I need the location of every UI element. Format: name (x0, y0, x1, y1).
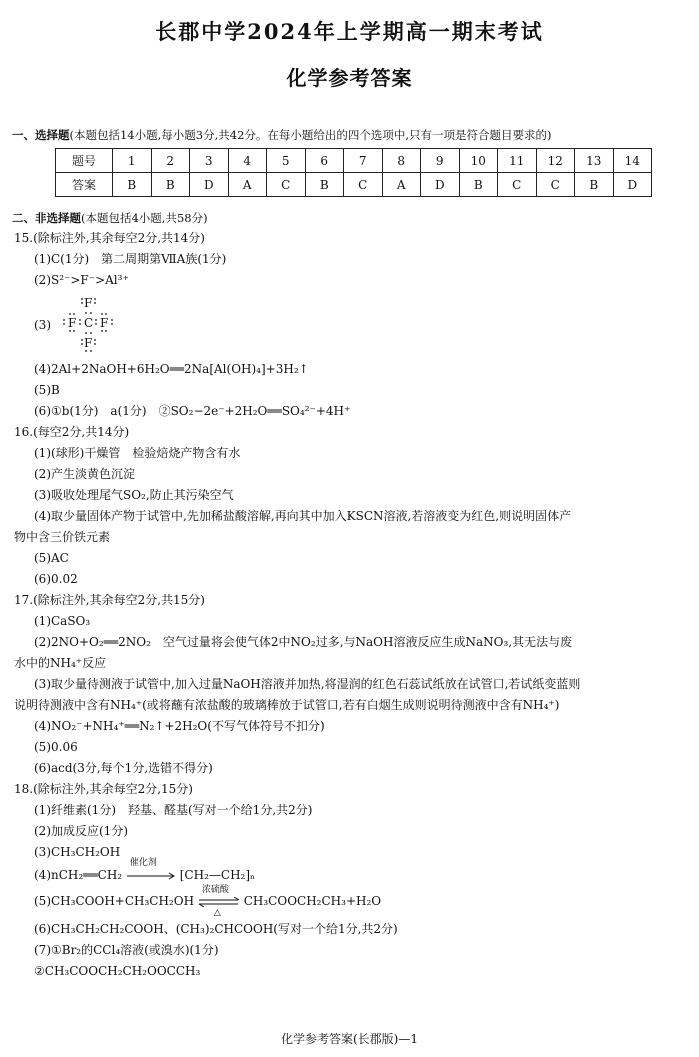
q18-answer-3: (3)CH₃CH₂OH (34, 845, 121, 859)
atom-f-bottom: F (84, 336, 93, 350)
table-cell: 14 (613, 149, 652, 173)
q16-answer-3: (3)吸收处理尾气SO₂,防止其污染空气 (34, 488, 234, 502)
table-cell: 12 (536, 149, 575, 173)
q16-answer-4a: (4)取少量固体产物于试管中,先加稀盐酸溶解,再向其中加入KSCN溶液,若溶液变为红色,则说明固体产 (34, 509, 572, 523)
q15-heading: 15.(除标注外,其余每空2分,共14分) (14, 231, 205, 245)
table-cell: B (305, 173, 344, 197)
q16-answer-5: (5)AC (34, 551, 69, 565)
q15-answer-3: (3) (34, 318, 51, 332)
q17-answer-6: (6)acd(3分,每个1分,选错不得分) (34, 761, 213, 775)
q17-answer-1: (1)CaSO₃ (34, 614, 91, 628)
section2-note: (本题包括4小题,共58分) (81, 211, 208, 225)
q15-answer-5: (5)B (34, 383, 60, 397)
q18-answer-1: (1)纤维素(1分) 羟基、醛基(写对一个给1分,共2分) (34, 803, 313, 817)
page-footer: 化学参考答案(长郡版)—1 (281, 1032, 418, 1046)
table-cell: 5 (267, 149, 306, 173)
row-label-number: 题号 (56, 149, 113, 173)
table-cell: D (613, 173, 652, 197)
table-row-answers (56, 173, 652, 197)
table-cell: B (459, 173, 498, 197)
q18-5-product: CH₃COOCH₂CH₃+H₂O (243, 894, 382, 908)
table-cell: 9 (421, 149, 460, 173)
h2so4-label: 浓硫酸 (201, 884, 229, 895)
table-cell: B (575, 173, 614, 197)
table-cell: 10 (459, 149, 498, 173)
table-cell: 13 (575, 149, 614, 173)
q15-answer-2: (2)S²⁻>F⁻>Al³⁺ (34, 273, 129, 287)
section1-heading (12, 127, 552, 143)
table-cell: A (228, 173, 267, 197)
q18-answer-5 (34, 884, 382, 918)
q18-heading: 18.(除标注外,其余每空2分,15分) (14, 782, 193, 796)
answer-table (55, 148, 652, 197)
table-cell: D (190, 173, 229, 197)
q18-answer-4 (34, 857, 256, 883)
page-subtitle: 化学参考答案 (286, 66, 413, 90)
catalyst-arrow (126, 857, 176, 883)
atom-f-left: F (68, 316, 77, 330)
section2-heading (12, 210, 208, 226)
table-cell: 1 (113, 149, 152, 173)
table-cell: A (382, 173, 421, 197)
q16-heading: 16.(每空2分,共14分) (14, 425, 130, 439)
atom-c: C (84, 316, 94, 330)
table-cell: 7 (344, 149, 383, 173)
q15-answer-4: (4)2Al+2NaOH+6H₂O══2Na[Al(OH)₄]+3H₂↑ (34, 362, 309, 376)
q18-answer-7: (7)①Br₂的CCl₄溶液(或溴水)(1分) (34, 943, 219, 957)
q17-answer-2a: (2)2NO+O₂══2NO₂ 空气过量将会使气体2中NO₂过多,与NaOH溶液反应生成NaNO₃,其无法与废 (34, 635, 573, 649)
table-cell: B (113, 173, 152, 197)
ccl4-electron-structure (60, 296, 116, 352)
table-cell: 4 (228, 149, 267, 173)
q18-answer-2: (2)加成反应(1分) (34, 824, 128, 838)
page-title: 长郡中学2024年上学期高一期末考试 (155, 19, 544, 44)
catalyst-label: 催化剂 (129, 857, 157, 868)
right-arrow-icon (126, 871, 176, 881)
row-label-answer: 答案 (56, 173, 113, 197)
table-cell: C (267, 173, 306, 197)
q17-heading: 17.(除标注外,其余每空2分,共15分) (14, 593, 205, 607)
q17-answer-2b: 水中的NH₄⁺反应 (14, 656, 107, 670)
reversible-arrow (198, 884, 240, 918)
q17-answer-5: (5)0.06 (34, 740, 78, 754)
heat-label: △ (213, 907, 221, 918)
table-cell: 2 (151, 149, 190, 173)
table-cell: C (344, 173, 383, 197)
table-cell: 8 (382, 149, 421, 173)
q15-answer-1: (1)C(1分) 第二周期第ⅦA族(1分) (34, 252, 227, 266)
table-cell: C (536, 173, 575, 197)
q17-answer-3b: 说明待测液中含有NH₄⁺(或将蘸有浓盐酸的玻璃棒放于试管口,若有白烟生成则说明待测液中含有NH₄⁺) (14, 698, 560, 712)
q18-4-reactant: (4)nCH₂══CH₂ (34, 868, 123, 882)
q18-4-product: [CH₂—CH₂]ₙ (179, 868, 256, 882)
q17-answer-4: (4)NO₂⁻+NH₄⁺══N₂↑+2H₂O(不写气体符号不扣分) (34, 719, 325, 733)
table-cell: 6 (305, 149, 344, 173)
q16-answer-1: (1)(球形)干燥管 检验焙烧产物含有水 (34, 446, 241, 460)
q18-answer-6: (6)CH₃CH₂CH₂COOH、(CH₃)₂CHCOOH(写对一个给1分,共2分) (34, 922, 398, 936)
table-cell: D (421, 173, 460, 197)
q15-answer-6: (6)①b(1分) a(1分) ②SO₂−2e⁻+2H₂O══SO₄²⁻+4H⁺ (34, 404, 351, 418)
q17-answer-3a: (3)取少量待测液于试管中,加入过量NaOH溶液并加热,将湿润的红色石蕊试纸放在试管口,若试纸变蓝则 (34, 677, 581, 691)
section1-title: 一、选择题 (12, 128, 70, 142)
table-cell: 3 (190, 149, 229, 173)
q18-answer-7b: ②CH₃COOCH₂CH₂OOCCH₃ (34, 964, 201, 978)
table-cell: 11 (498, 149, 537, 173)
table-cell: C (498, 173, 537, 197)
atom-f-right: F (100, 316, 109, 330)
section2-title: 二、非选择题 (12, 211, 81, 225)
q16-answer-4b: 物中含三价铁元素 (14, 530, 111, 544)
table-row-numbers (56, 149, 652, 173)
section1-note: (本题包括14小题,每小题3分,共42分。在每小题给出的四个选项中,只有一项是符合题目要求的) (69, 128, 552, 142)
q18-5-reactant: (5)CH₃COOH+CH₃CH₂OH (34, 894, 195, 908)
table-cell: B (151, 173, 190, 197)
atom-f-top: F (84, 296, 93, 310)
electron-dots (60, 296, 116, 352)
q16-answer-2: (2)产生淡黄色沉淀 (34, 467, 135, 481)
q16-answer-6: (6)0.02 (34, 572, 78, 586)
